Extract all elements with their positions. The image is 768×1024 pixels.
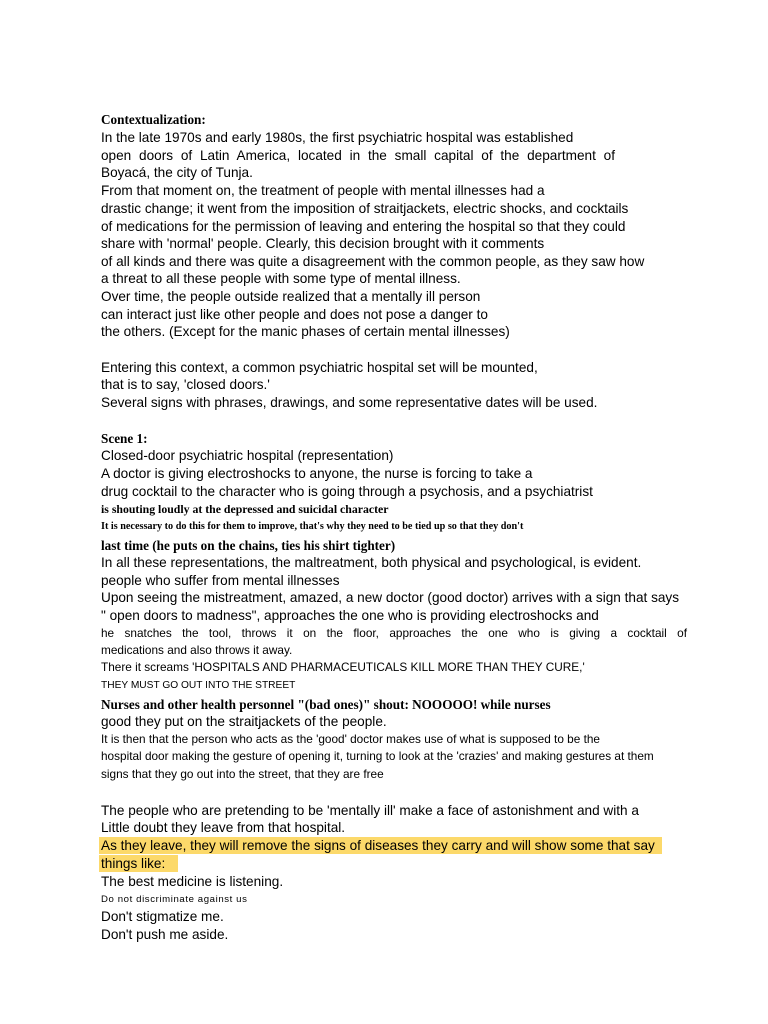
para1-line: can interact just like other people and does not pose a danger to: [101, 307, 488, 322]
heading-contextualization: Contextualization:: [101, 112, 206, 127]
scene-line: THEY MUST GO OUT INTO THE STREET: [101, 680, 296, 691]
scene-line: is shouting loudly at the depressed and suicidal character: [101, 502, 389, 516]
scene-line: he snatches the tool, throws it on the floor, approaches the one who is giving a cocktail of: [101, 626, 687, 640]
scene-line: Upon seeing the mistreatment, amazed, a new doctor (good doctor) arrives with a sign that says: [101, 590, 680, 605]
para1-line: a threat to all these people with some type of mental illness.: [101, 271, 461, 286]
scene-line: drug cocktail to the character who is going through a psychosis, and a psychiatrist: [101, 484, 593, 499]
highlighted-line: As they leave, they will remove the signs of diseases they carry and will show some that say: [99, 837, 662, 854]
scene-line: In all these representations, the maltreatment, both physical and psychological, is evident.: [101, 555, 642, 570]
scene-line: " open doors to madness", approaches the one who is providing electroshocks and: [101, 608, 599, 623]
scene-line: medications and also throws it away.: [101, 643, 293, 657]
para1-line: Over time, the people outside realized that a mentally ill person: [101, 289, 481, 304]
sign-line: Do not discriminate against us: [101, 894, 248, 905]
scene-line: hospital door making the gesture of opening it, turning to look at the 'crazies' and making gestures at them: [101, 749, 654, 763]
para1-line: In the late 1970s and early 1980s, the first psychiatric hospital was established: [101, 130, 574, 145]
para1-line: From that moment on, the treatment of people with mental illnesses had a: [101, 183, 545, 198]
ending-line: Little doubt they leave from that hospital.: [101, 820, 346, 835]
para2-line: Entering this context, a common psychiatric hospital set will be mounted,: [101, 360, 538, 375]
para1-line: open doors of Latin America, located in the small capital of the department of: [101, 148, 615, 163]
scene-line: last time (he puts on the chains, ties his shirt tighter): [101, 538, 396, 553]
highlighted-line: things like:: [99, 855, 178, 872]
scene-line: people who suffer from mental illnesses: [101, 573, 340, 588]
para1-line: drastic change; it went from the imposition of straitjackets, electric shocks, and cocktails: [101, 201, 629, 216]
scene-line: It is necessary to do this for them to improve, that's why they need to be tied up so that they don't: [101, 521, 524, 532]
para1-line: the others. (Except for the manic phases of certain mental illnesses): [101, 324, 510, 339]
scene-line: good they put on the straitjackets of the people.: [101, 714, 387, 729]
para1-line: of medications for the permission of leaving and entering the hospital so that they could: [101, 219, 626, 234]
para2-line: that is to say, 'closed doors.': [101, 377, 270, 392]
scene-line: signs that they go out into the street, that they are free: [101, 767, 384, 781]
scene-line: A doctor is giving electroshocks to anyone, the nurse is forcing to take a: [101, 466, 533, 481]
scene-line: Nurses and other health personnel "(bad ones)" shout: NOOOOO! while nurses: [101, 697, 551, 712]
para1-line: Boyacá, the city of Tunja.: [101, 165, 253, 180]
para2-line: Several signs with phrases, drawings, and some representative dates will be used.: [101, 395, 598, 410]
scene-heading: Scene 1:: [101, 431, 148, 446]
sign-line: The best medicine is listening.: [101, 874, 284, 889]
para1-line: share with 'normal' people. Clearly, this decision brought with it comments: [101, 236, 545, 251]
scene-line: It is then that the person who acts as the 'good' doctor makes use of what is supposed to be the: [101, 732, 600, 746]
scene-line: Closed-door psychiatric hospital (representation): [101, 448, 394, 463]
sign-line: Don't stigmatize me.: [101, 909, 224, 924]
ending-line: The people who are pretending to be 'mentally ill' make a face of astonishment and with a: [101, 803, 639, 818]
scene-line: There it screams 'HOSPITALS AND PHARMACEUTICALS KILL MORE THAN THEY CURE,': [101, 660, 585, 674]
sign-line: Don't push me aside.: [101, 927, 229, 942]
para1-line: of all kinds and there was quite a disagreement with the common people, as they saw how: [101, 254, 645, 269]
